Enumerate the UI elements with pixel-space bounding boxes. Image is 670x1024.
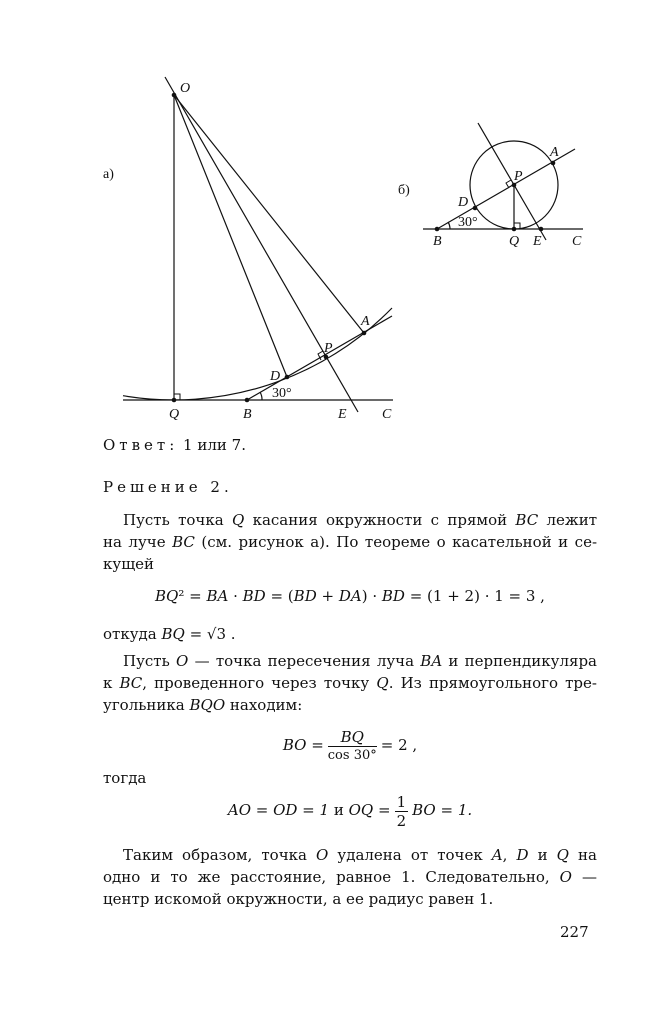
text-segment: , проведенного через точку [142,674,377,692]
angle-label: 30° [458,215,478,230]
text-segment: находим: [225,696,303,714]
math-symbol: BQO [189,696,226,714]
solution-heading: Решение 2. [103,478,233,496]
formula-conjunction: и [329,801,349,819]
para3-line [103,867,597,887]
math-symbol: O [316,846,329,864]
para1-line [103,554,597,574]
text-segment: центр искомой окружности, а ее радиус равен 1. [103,890,494,908]
label-d: D [270,369,281,384]
line-togda: тогда [103,769,147,787]
math-symbol: BA [420,652,443,670]
label-e: E [338,407,347,422]
geometry-figures [0,0,670,460]
text-segment: Таким образом, точка [123,846,317,864]
formula-bo [103,725,597,765]
text-segment: угольника [103,696,190,714]
text-segment: и [528,846,557,864]
math-symbol: BC [119,674,143,692]
fraction-denominator: 2 [396,811,407,830]
text-segment: ) · [361,587,382,605]
figure-a [123,77,393,412]
text-segment: касания окружности с прямой [244,511,516,529]
segment-oa [174,95,364,333]
page-number: 227 [560,923,589,941]
fraction-numerator: 1 [396,792,407,811]
point-e [539,227,544,232]
label-q: Q [509,234,520,249]
text-segment: = √3 . [184,625,236,643]
para2-line [103,651,597,671]
fraction-denominator: cos 30° [327,747,377,763]
formula-lhs: BO = [282,736,324,754]
point-q [512,227,517,232]
line-oe [165,77,358,412]
formula-rhs: BO = 1. [412,801,473,819]
math-symbol: BD [293,587,317,605]
math-symbol: BQ [161,625,185,643]
line-otkuda [103,624,597,644]
text-segment: кущей [103,555,155,573]
text-segment: Пусть [123,652,177,670]
answer-label: Ответ: [103,436,179,454]
fraction [395,793,409,830]
text-segment: · [228,587,243,605]
math-symbol: BC [515,511,539,529]
point-a [362,331,367,336]
para2-line [103,695,597,715]
text-segment: — [571,868,597,886]
text-segment: — точка пересечения луча [188,652,421,670]
math-symbol: BD [381,587,405,605]
math-symbol: BC [172,533,195,551]
formula-lhs: AO = OD = 1 [227,801,330,819]
math-symbol: O [559,868,572,886]
text-segment: и перпендикуляра [442,652,597,670]
angle-arc [260,392,262,400]
answer-line [103,435,597,455]
point-q [172,398,177,403]
math-symbol: Q [376,674,389,692]
answer-text: 1 или 7. [178,436,246,454]
angle-arc [448,222,450,229]
formula-rhs: = 2 , [380,736,418,754]
point-b [245,398,250,403]
fraction [328,728,377,765]
text-segment: Пусть точка [123,511,232,529]
label-c: C [382,407,392,422]
math-symbol: D [516,846,529,864]
math-symbol: BD [242,587,266,605]
label-p: P [514,169,523,184]
formula-ao-od-oq [103,790,597,830]
label-p: P [324,341,333,356]
text-segment: = (1 + 2) · 1 = 3 , [404,587,545,605]
point-d [285,375,290,380]
label-b: B [433,234,442,249]
text-segment: , [502,846,517,864]
para1-line [103,532,597,552]
text-segment: к [103,674,120,692]
text-segment: ² [178,587,185,605]
point-b [435,227,440,232]
text-segment: удалена от точек [328,846,492,864]
para2-line [103,673,597,693]
point-d [473,206,478,211]
text-segment: = [184,587,207,605]
para3-line [103,845,597,865]
formula-tangent-secant [103,586,597,606]
text-segment: = ( [265,587,294,605]
point-a [551,161,556,166]
text-segment: на [568,846,597,864]
segment-od [174,95,287,377]
text-segment: откуда [103,625,162,643]
formula-mid: OQ = [348,801,391,819]
math-symbol: BQ [155,587,179,605]
label-a: A [550,145,559,160]
para3-line [103,889,597,909]
math-symbol: A [491,846,503,864]
fraction-numerator: BQ [328,728,377,747]
label-b: B [243,407,252,422]
figure-b-label: б) [398,183,410,198]
label-e: E [533,234,542,249]
figure-a-label: а) [103,167,114,182]
label-q: Q [169,407,180,422]
math-symbol: BA [206,587,229,605]
text-segment: на луче [103,533,173,551]
text-segment: . Из прямоугольного тре- [388,674,597,692]
label-d: D [458,195,469,210]
math-symbol: Q [231,511,245,529]
angle-label: 30° [272,386,292,401]
text-segment: + [316,587,339,605]
label-o: O [180,81,191,96]
math-symbol: Q [556,846,569,864]
label-c: C [572,234,582,249]
figure-b [423,123,583,240]
label-a: A [361,314,370,329]
math-symbol: O [176,652,189,670]
circle-arc [123,308,392,400]
math-symbol: DA [338,587,362,605]
para1-line [103,510,597,530]
point-o [172,93,177,98]
text-segment: одно и то же расстояние, равное 1. Следовательно, [103,868,560,886]
text-segment: (см. рисунок а). По теореме о касательной и се- [194,533,598,551]
text-segment: лежит [538,511,598,529]
